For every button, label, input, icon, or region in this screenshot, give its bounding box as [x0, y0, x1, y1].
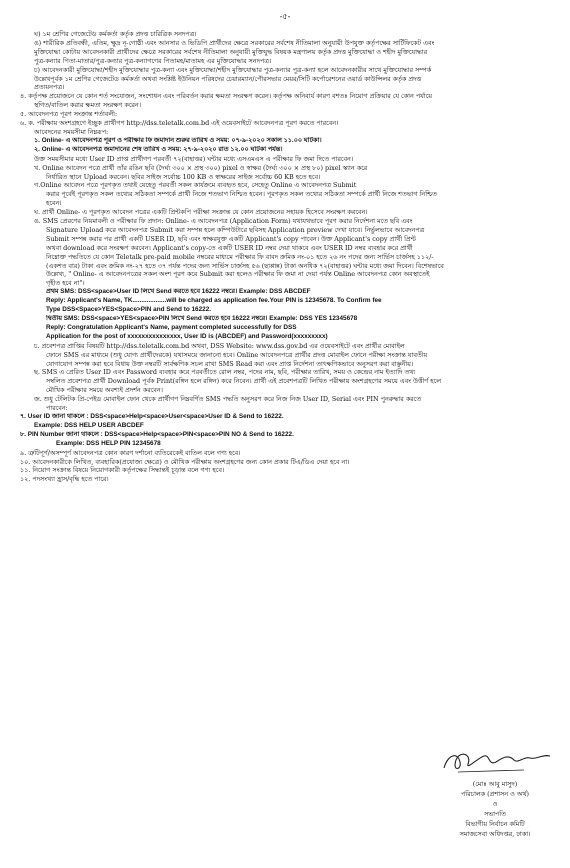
- text-line-l4: পুত্র-কন্যার পিতা-মাতার/পুত্র-কন্যার পুত্র-কন্যাগণের পিতামহ/মাতামহ এর মুক্তিযোদ্ধার সনদপত্র।: [34, 56, 272, 65]
- text-line-l35: Application for the post of xxxxxxxxxxxxxxx, User ID is (ABCDEF) and Password(xxxxxxxxx): [46, 332, 328, 340]
- text-line-l51: ১২. পদসংখ্যা হ্রাস/বৃদ্ধি হতে পারে।: [20, 475, 109, 484]
- text-line-l41: মৌখিক পরীক্ষার সময়ে অবশ্যই প্রদর্শন করবেন।: [46, 386, 163, 395]
- committee-name: বিভাগীয় নির্বাচন কমিটি: [465, 820, 525, 828]
- signature-block: [430, 779, 560, 839]
- text-line-l49: ১০. আবেদনকারীকে লিখিত, ব্যবহারিক(প্রযোজ্য ক্ষেত্রে) ও মৌখিক পরীক্ষায় অংশগ্রহণের জন্য কোন প্রকার টিএ/ডিএ দেয়া হবে না।: [20, 457, 350, 466]
- signatory-name: (মোঃ আবু মাসুদ): [472, 780, 518, 788]
- text-line-l38: যোগাযোগ সম্পন্ন করা হবে বিধায় উক্ত নম্বরটি সার্বক্ষণিক সচল রাখা SMS Read করা এবং প্রাপ্ত নির্দেশনা তাৎক্ষণিকভাবে অনুসরণ করা বাঞ্ছনীয়।: [46, 359, 414, 368]
- text-line-l2: ঙ) শারীরিক প্রতিবন্ধী, এতিম, ক্ষুদ্র নৃ-গোষ্ঠী এবং আনসার ও ভিডিপি প্রার্থীদের ক্ষেত্রে সরকারের সর্বশেষ নীতিমালা অনুযায়ী উপযুক্ত কর্তৃপক্ষের সার্টিফিকেট এবং: [34, 38, 435, 47]
- text-line-l24: Submit সম্পন্ন করার পর প্রার্থী একটি USER ID, ছবি এবং স্বাক্ষরযুক্ত একটি Applicant's copy পাবেন। উক্ত Applicant's copy প্রার্থী প্রিন্ট: [46, 234, 416, 243]
- text-line-l11: ৬. ক. পরীক্ষায় অংশগ্রহণে ইচ্ছুক প্রার্থীগণ http://dss.teletalk.com.bd এই ওয়েবসাইটে আবেদনপত্র পূরণ করতে পারবেন।: [20, 119, 339, 128]
- text-line-l5: চ) আবেদনকারী মুক্তিযোদ্ধা/শহীদ মুক্তিযোদ্ধার পুত্র-কন্যা এবং মুক্তিযোদ্ধা/শহীদ মুক্তিযোদ্ধার পুত্র-কন্যার পুত্র-কন্যা হলে আবেদনকারীর সাথে মুক্তিযোদ্ধার সম্পর্ক: [34, 65, 432, 74]
- text-line-l22: ঙ. SMS প্রেরণের নিয়মাবলী ও পরীক্ষার ফি প্রদান: Online- এ আবেদনপত্র (Application Form) যথাযথভাবে পূরণ করার নির্দেশনা মতে ছবি এবং: [34, 217, 413, 226]
- text-line-l26: নিম্নোক্ত পদ্ধতিতে যে কোন Teletalk pre-paid mobile নম্বরের মাধ্যমে পরীক্ষার ফি বাবদ ক্রমিক নং-০১ হতে ২৬ নং পদের জন্য সার্ভিস চার্জসহ ১১২/-: [46, 252, 434, 261]
- text-line-l19: করার পূর্বেই পূরণকৃত সকল তথ্যের সঠিকতা সম্পর্কে প্রার্থী নিজে শতভাগ নিশ্চিত হবেন। পূরণকৃত সকল তথ্যের সঠিকতা সম্পর্কে প্রার্থী নিজে শতভাগ নিশ্চিত: [46, 190, 437, 199]
- text-line-l27: (একশত বার) টাকা এবং ক্রমিক নং-২৭ হতে ৩৭ পর্যন্ত পদের জন্য সার্ভিস চার্জসহ ৫৬ (ছাপ্পান্ন) টাকা অনধিক ৭২(বাহাত্তর) ঘন্টার মধ্যে জমা দিবেন। বিশেষভাবে: [46, 261, 444, 270]
- page-number: -৫-: [279, 12, 291, 21]
- text-line-l14: ২. Online- এ আবেদনপত্র জমাদানের শেষ তারিখ ও সময়: ২৭-৯-২০২০ রাত ১২.০০ ঘটিকা পর্যন্ত।: [34, 145, 283, 153]
- signatory-and: ও: [492, 800, 498, 808]
- text-line-l1: ঘ) ১ম শ্রেণির গেজেটেড কর্মকর্তা কর্তৃক প্রদত্ত চারিত্রিক সনদপত্র।: [34, 30, 197, 38]
- text-line-l45: Example: DSS HELP USER ABCDEF: [34, 421, 144, 429]
- signature-scribble: [438, 748, 556, 776]
- text-line-l18: গ.Online আবেদন পত্রে পূরণকৃত তথ্যই যেহেতু পরবর্তী সকল কার্যক্রমে ব্যবহৃত হবে, সেহেতু Online এ আবেদনপত্র Submit: [34, 181, 357, 190]
- text-line-l36: চ. প্রবেশপত্র প্রাপ্তির বিষয়টি http://dss.teletalk.com.bd অথবা, DSS Website: www.dss.gov.bd এর ওয়েবসাইটে এবং প্রার্থীর মোবাইল: [34, 341, 405, 350]
- text-line-l23: Signature Upload করে আবেদনপত্র Submit করা সম্পন্ন হলে কম্পিউটারে ছবিসহ Application preview দেখা যাবে। নির্ভুলভাবে আবেদনপত্র: [46, 225, 425, 234]
- text-line-l30: প্রথম SMS: DSS<space>User ID লিখে Send করতে হবে 16222 নম্বরে। Example: DSS ABCDEF: [46, 288, 311, 296]
- text-line-l15: উক্ত সময়সীমার মধ্যে User ID প্রাপ্ত প্রার্থীগণ পরবর্তী ৭২(বাহাত্তর) ঘন্টার মধ্যে এসএমএস এ পরীক্ষার ফি জমা দিতে পারবেন।: [34, 154, 354, 163]
- text-line-l13: ১. Online- এ আবেদনপত্র পূরণ ও পরীক্ষার ফি জমাদান শুরুর তারিখ ও সময়: ০৭-৯-২০২০ সকাল ১১.০০ ঘটিকা।: [34, 136, 322, 144]
- text-line-l50: ১১. নিয়োগ সংক্রান্ত বিষয়ে নিয়োগকারী কর্তৃপক্ষের সিদ্ধান্তই চূড়ান্ত বলে গণ্য হবে।: [20, 466, 225, 475]
- text-line-l29: গৃহীত হবে না"।: [46, 279, 85, 288]
- text-line-l37: ফোনে SMS এর মাধ্যমে (শুধু যোগ্য প্রার্থীদেরকে) যথাসময়ে জানানো হবে। Online আবেদনপত্রে প্রার্থীর প্রদত্ত মোবাইল ফোনে পরীক্ষা সংক্রান্ত যাবতীয়: [46, 350, 428, 359]
- text-line-l25: অথবা download করে সংরক্ষণ করবেন। Applicant's copy-তে একটি USER ID নম্বর দেয়া থাকবে এবং USER ID নম্বর ব্যবহার করে প্রার্থী: [46, 243, 413, 252]
- text-line-l32: Type DSS<Space>YES<Space>PIN and Send to 16222.: [46, 306, 212, 314]
- text-line-l9: স্থগিত/বাতিল করার ক্ষমতা সংরক্ষণ করেন।: [34, 101, 142, 110]
- text-line-l48: ৯. ত্রুটিপূর্ণ/অসম্পূর্ণ আবেদনপত্র কোন কারণ দর্শানো ব্যতিরেকেই বাতিল বলে গণ্য হবে।: [20, 448, 241, 457]
- text-line-l43: পারবেন:: [46, 404, 68, 413]
- text-line-l8: ৪. কর্তৃপক্ষ প্রয়োজনে যে কোন শর্ত সংযোজন, সংশোধন এবং পরিবর্তন করার ক্ষমতা সংরক্ষণ করেন। কর্তৃপক্ষ অনিবার্য কারণ বশতঃ নিয়োগ প্রক্রিয়ার যে কোন পর্যায়ে: [20, 92, 433, 101]
- text-line-l31: Reply: Applicant's Name, TK...................will be charged as application fee.Your PIN is 12345678. To Confirm fee: [46, 297, 382, 305]
- text-line-l21: ঘ. প্রার্থী Online- এ পূরণকৃত আবেদন পত্রের একটি প্রিন্টকপি পরীক্ষা সংক্রান্ত যে কোন প্রয়োজনের সহায়ক হিসেবে সংরক্ষণ করবেন।: [34, 208, 368, 217]
- text-line-l47: Example: DSS HELP PIN 12345678: [56, 439, 161, 447]
- text-line-l33: দ্বিতীয় SMS: DSS<space>YES<space>PIN লিখে Send করতে হবে 16222 নম্বরে। Example: DSS YES 12345678: [46, 315, 358, 322]
- document-body: [20, 30, 552, 484]
- text-line-l20: হবেন।: [46, 199, 62, 208]
- text-line-l39: ছ. SMS এ প্রেরিত User ID এবং Password ব্যবহার করে পরবর্তীতে রোল নম্বর, পদের নাম, ছবি, পরীক্ষার তারিখ, সময় ও কেন্দ্রের নাম ইত্যাদি তথ্য: [34, 368, 416, 377]
- text-line-l42: জ. শুধু টেলিটক প্রি-পেইড মোবাইল ফোন থেকে প্রার্থীগণ নিম্নবর্ণিত SMS পদ্ধতি অনুসরণ করে নিজ নিজ User ID, Serial এবং PIN পুনরুদ্ধার করতে: [34, 395, 422, 404]
- text-line-l44: ৭. User ID জানা থাকলে : DSS<space>Help<space>User<space>User ID & Send to 16222.: [20, 412, 284, 420]
- text-line-l6: উল্লেখপূর্বক ১ম শ্রেণির গেজেটেড কর্মকর্তা অথবা সংশ্লিষ্ট ইউনিয়ন পরিষদের চেয়ারম্যান/পৌরসভার মেয়র/সিটি কর্পোরেশনের ওয়ার্ড কাউন্সিলর কর্তৃক প্রদত্ত: [34, 74, 422, 83]
- text-line-l16: খ. Online আবেদন পত্রে প্রার্থী তাঁর রঙিন ছবি (দৈর্ঘ্য ৩০০ × প্রস্থ ৩০০) pixel ও স্বাক্ষর (দৈর্ঘ্য ৩০০ × প্রস্থ ৮০) pixel স্ক্যান করে: [34, 163, 368, 172]
- text-line-l12: আবেদনের সময়সীমা নিম্নরূপ:: [34, 127, 109, 136]
- text-line-l46: ৮. PIN Number জানা থাকলে : DSS<space>Help<space>PIN<space>PIN NO & Send to 16222.: [20, 430, 294, 438]
- signatory-title: পরিচালক (প্রশাসন ও অর্থ): [460, 790, 530, 798]
- text-line-l34: Reply: Congratulation Applicant's Name, payment completed successfully for DSS: [46, 323, 297, 331]
- text-line-l3: মুক্তিযোদ্ধা কোটায় আবেদনকারী প্রার্থীদের ক্ষেত্রে সরকারের সর্বশেষ নীতিমালা অনুযায়ী মুক্তিযুদ্ধ বিষয়ক মন্ত্রণালয় কর্তৃক প্রদত্ত মুক্তিযোদ্ধা ও শহীদ মুক্তিযোদ্ধার: [34, 47, 428, 56]
- text-line-l40: সম্বলিত প্রবেশপত্র প্রার্থী Download পূর্বক Print(রঙ্গিন হলে রঙ্গিন) করে নিবেন। প্রার্থী এই প্রবেশপত্রটি লিখিত পরীক্ষায় অংশগ্রহণের সময়ে এবং উত্তীর্ণ হলে: [46, 377, 441, 386]
- signatory-role: সভাপতি: [484, 810, 506, 818]
- text-line-l7: প্রত্যয়নপত্র।: [34, 83, 65, 92]
- text-line-l10: ৫. আবেদনপত্র পূরণ সংক্রান্ত শর্তাবলী:: [20, 110, 118, 119]
- text-line-l28: উল্লেখ্য, " Online- এ আবেদনপত্রের সকল অংশ পূরণ করে Submit করা হলেও পরীক্ষার ফি জমা না দেয়া পর্যন্ত Online আবেদনপত্র কোন অবস্থাতেই: [46, 270, 430, 279]
- office-name: সমাজসেবা অধিদপ্তর, ঢাকা।: [459, 830, 531, 838]
- text-line-l17: নির্ধারিত স্থানে Upload করবেন। ছবির সাইজ সর্বোচ্চ 100 KB ও স্বাক্ষরের সাইজ সর্বোচ্চ 60 KB হতে হবে।: [46, 172, 321, 181]
